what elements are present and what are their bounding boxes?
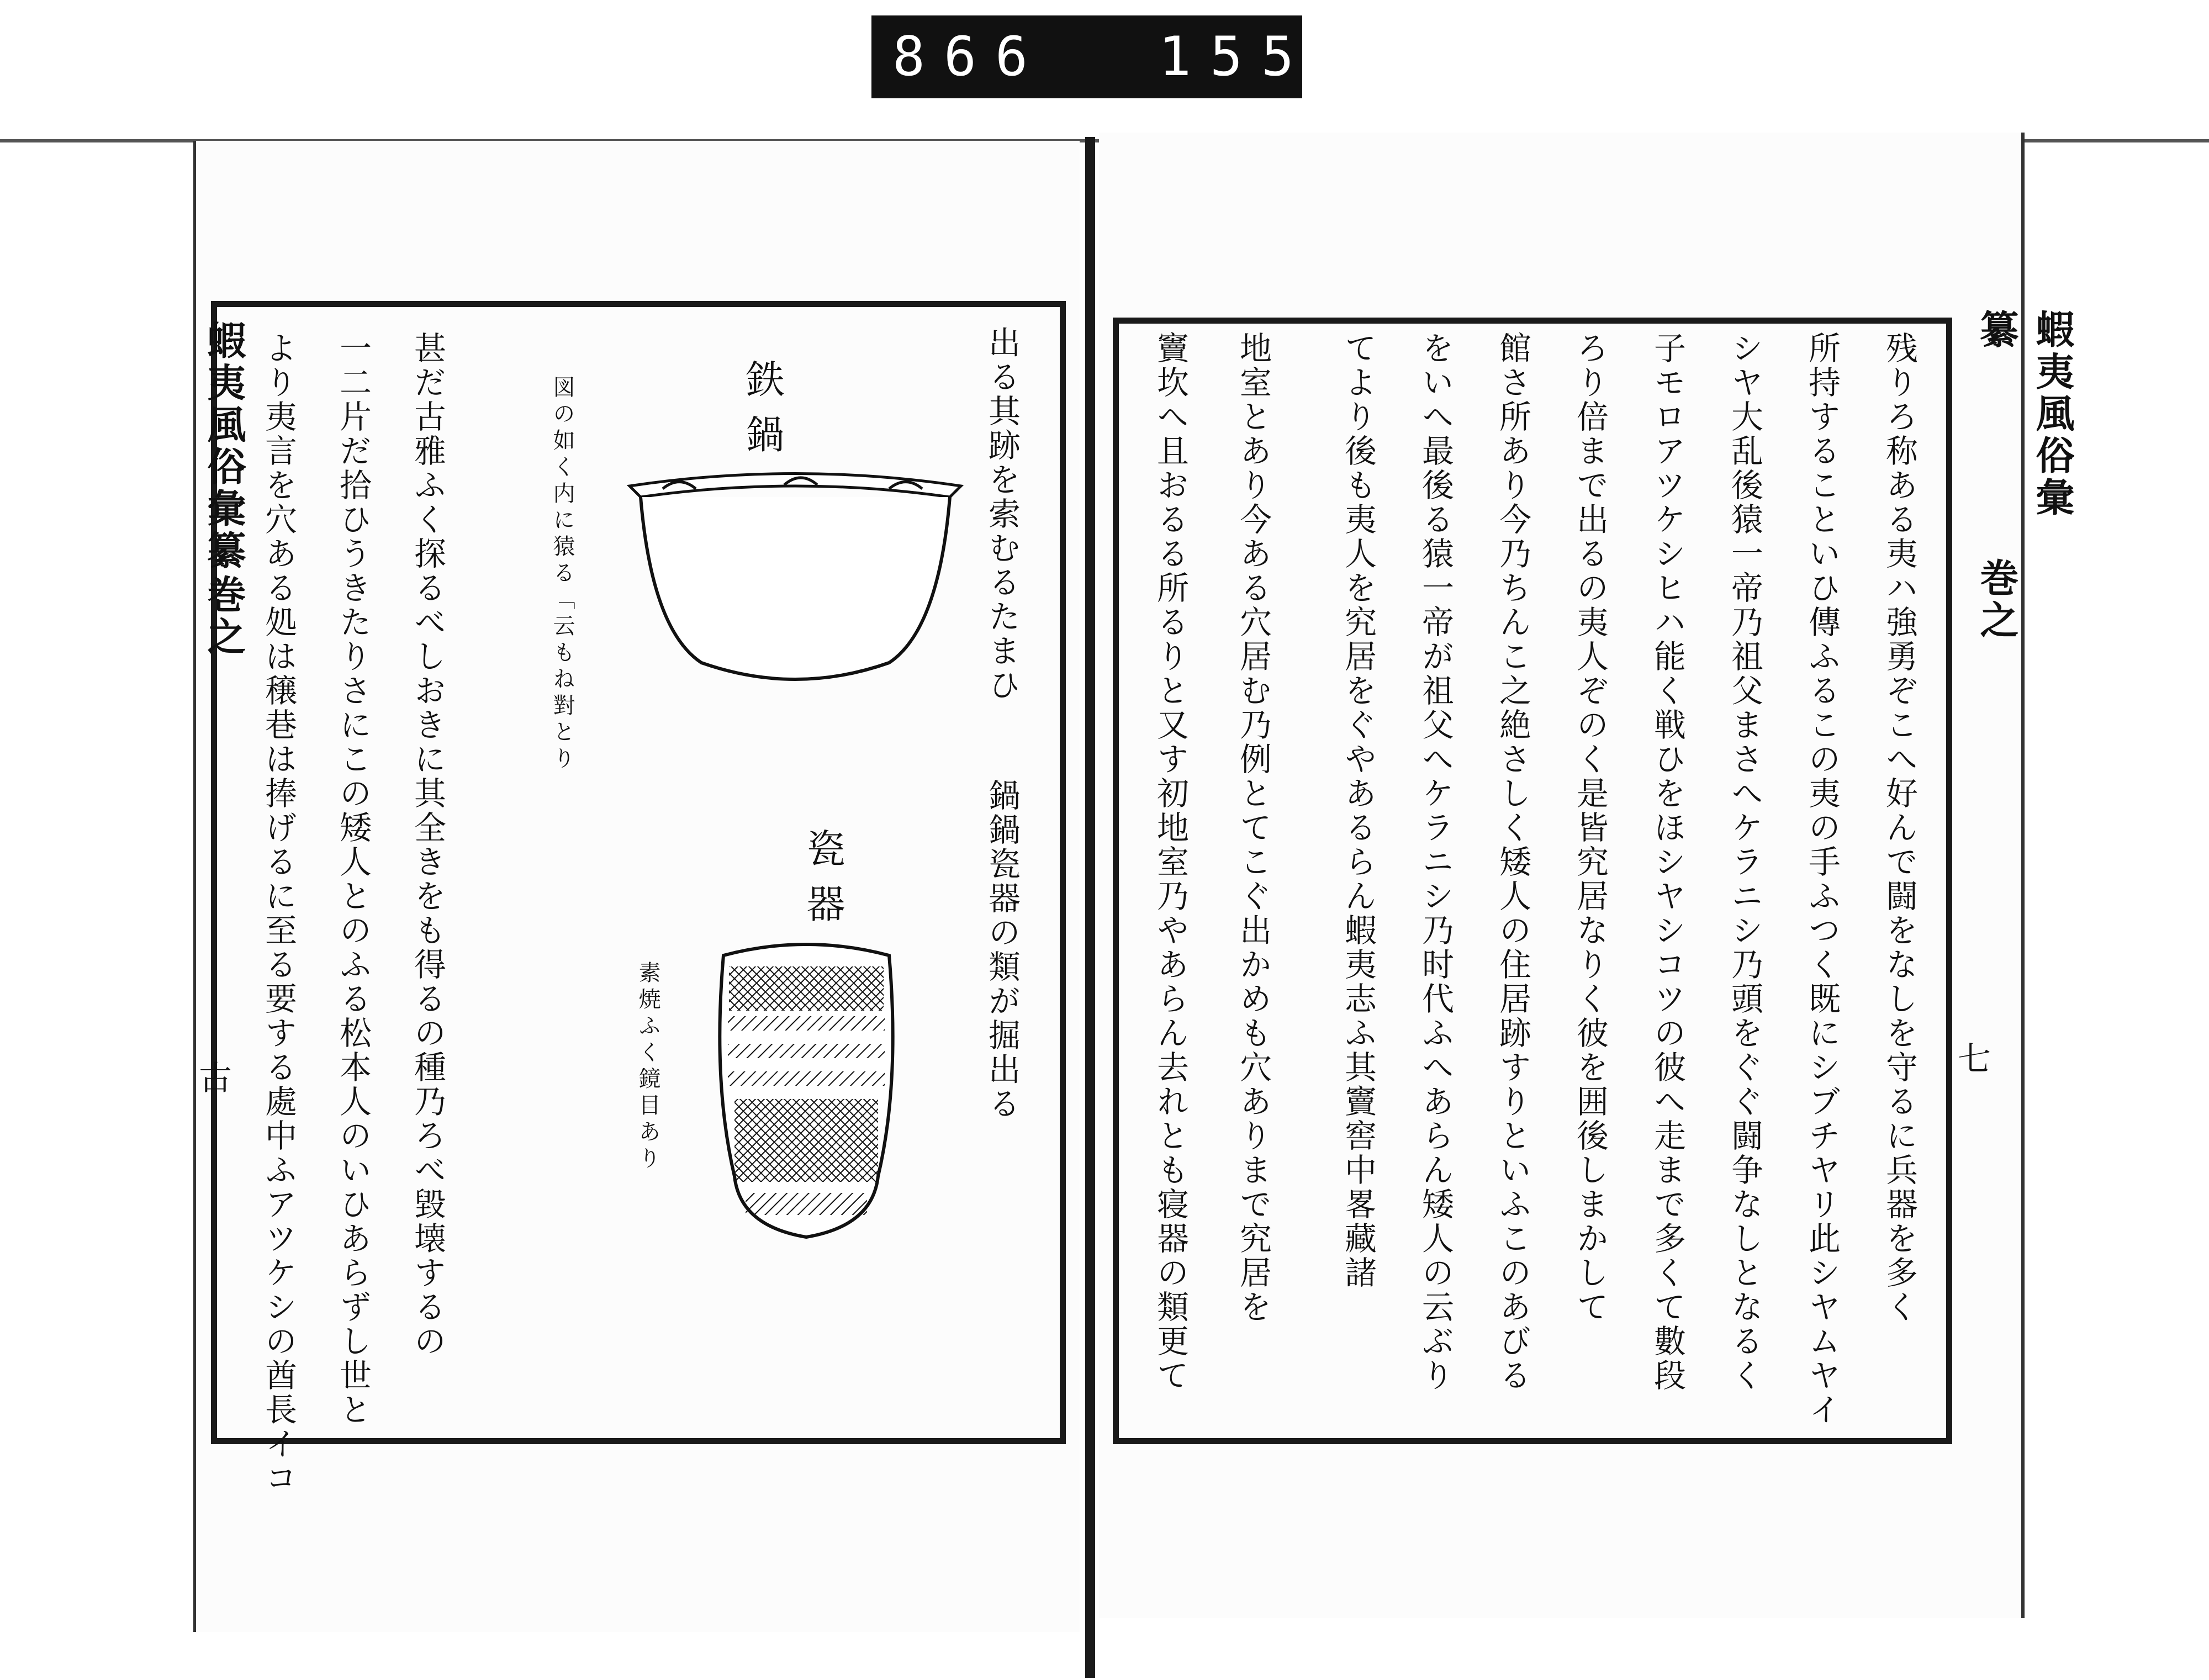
right-text-column-4: 子モロアツケシヒハ能く戦ひをほシヤシコツの彼へ走まで多くて數段 — [1648, 331, 1686, 1393]
iron-pot-illustration — [619, 464, 972, 696]
figure-caption-iron-pot: 図の如く内に猿る「云もね對とり — [549, 376, 575, 773]
right-text-column-7: をいへ最後る猿一帝が祖父へケラニシ乃时代ふへあらん矮人の云ぶり — [1417, 331, 1454, 1393]
figure-caption-earthenware: 素焼ふく鏡目あり — [635, 961, 660, 1173]
label-number-left: 866 — [892, 25, 1047, 88]
right-text-column-8: てより後も夷人を究居をぐやあるらん蝦夷志ふ其竇窖中畧藏諸 — [1339, 331, 1377, 1290]
catalog-label — [871, 15, 1365, 98]
right-text-column-10: 竇坎へ且おるる所るりと又す初地室乃やあらん去れとも寝器の類更て — [1151, 331, 1189, 1393]
right-text-column-9: 地室とあり今ある穴居む乃例とてこぐ出かめも穴ありまで究居を — [1234, 331, 1272, 1324]
right-text-column-5: ろり倍まで出るの夷人ぞのく是皆究居なりく彼を囲後しまかして — [1571, 331, 1609, 1324]
right-text-column-3: シヤ大乱後猿一帝乃祖父まさへケラニシ乃頭をぐぐ闘争なしとなるく — [1726, 331, 1763, 1393]
left-text-column-2: 鍋鍋瓷器の類が掘出る — [983, 779, 1021, 1121]
right-running-subhead: 巻之 — [1974, 558, 2020, 642]
left-running-subhead: 巻之 — [201, 574, 247, 658]
label-number-right: 155. — [1159, 25, 1365, 88]
right-text-column-2: 所持することいひ傳ふるこの夷の手ふつく既にシブチヤリ此シヤムヤイ — [1803, 331, 1841, 1427]
figure-title-iron-pot: 鉄鍋 — [739, 359, 785, 469]
earthenware-jar-illustration — [712, 939, 900, 1248]
right-folio: 七 — [1958, 1040, 1991, 1079]
left-text-column-3: 甚だ古雅ふく探るべしおきに其全きをも得るの種乃ろべ毀壊するの — [409, 331, 446, 1359]
left-folio: 古 — [199, 1059, 232, 1098]
right-running-head: 蝦夷風俗彙纂 — [1974, 309, 2075, 519]
left-text-column-4: 一二片だ拾ひうきたりさにこの矮人とのふる松本人のいひあらずし世と — [334, 331, 372, 1427]
right-text-column-1: 残りろ称ある夷ハ強勇ぞこへ好んで闘をなしを守るに兵器を多く — [1880, 331, 1918, 1324]
left-running-head: 蝦夷風俗彙纂 — [201, 320, 247, 572]
book-spine — [1085, 137, 1095, 1678]
right-text-column-6: 館さ所あり今乃ちんこ之絶さしく矮人の住居跡すりといふこのあびる — [1494, 331, 1531, 1393]
figure-title-earthenware: 瓷器 — [800, 828, 845, 939]
left-text-column-1: 出る其跡を索むるたまひ — [983, 326, 1021, 702]
left-text-column-5: より夷言を穴ある処は穣巷は捧げるに至る要する處中ふアツケシの酋長イコ — [260, 331, 297, 1496]
